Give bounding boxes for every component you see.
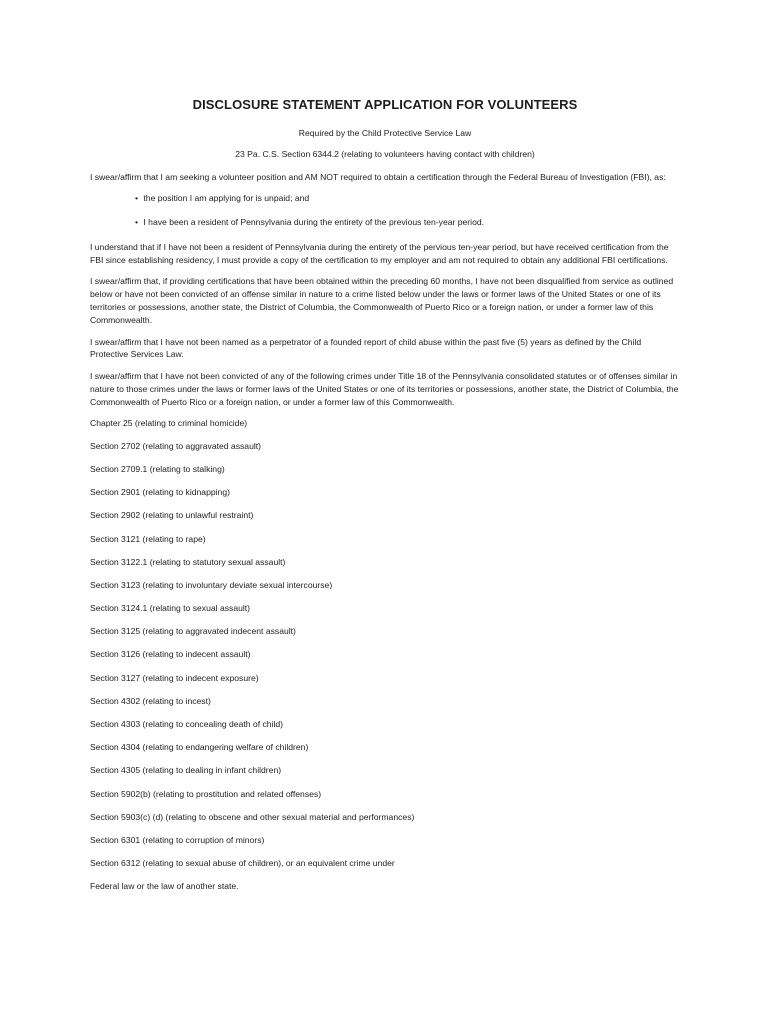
- certification-paragraph: I swear/affirm that, if providing certifications that have been obtained within the preceding 60 months, I have not been disqualified from service as outlined below or have not been convicted of an offense similar in nature to a crime listed below under the laws or former laws of the United States or one of its territories or possessions, another state, the District of Columbia, the Commonwealth of Puerto Rico or a foreign nation, or under a former law of this Commonwealth.: [90, 276, 674, 325]
- crime-item: Section 3127 (relating to indecent exposure): [90, 672, 259, 683]
- intro-paragraph: I swear/affirm that I am seeking a volunteer position and AM NOT required to obtain a certification through the Federal Bureau of Investigation (FBI), as:: [90, 172, 666, 182]
- statute-reference: 23 Pa. C.S. Section 6344.2 (relating to volunteers having contact with children): [235, 149, 535, 159]
- crime-item: Section 4304 (relating to endangering welfare of children): [90, 742, 309, 753]
- crime-item: Section 6312 (relating to sexual abuse of children), or an equivalent crime under: [90, 858, 395, 869]
- crime-item: Section 2709.1 (relating to stalking): [90, 463, 225, 474]
- crime-item: Section 5903(c) (d) (relating to obscene and other sexual material and performances): [90, 811, 415, 822]
- crime-item: Section 3122.1 (relating to statutory sexual assault): [90, 556, 286, 567]
- crime-item: Chapter 25 (relating to criminal homicide): [90, 417, 248, 428]
- bullet-icon: •: [135, 216, 139, 227]
- crime-item: Section 2702 (relating to aggravated assault): [90, 440, 262, 451]
- child-abuse-paragraph: I swear/affirm that I have not been named as a perpetrator of a founded report of child abuse within the past five (5) years as defined by the Child Protective Services Law.: [90, 336, 642, 360]
- crime-item: Section 3124.1 (relating to sexual assault): [90, 603, 251, 614]
- crime-item: Section 3126 (relating to indecent assault): [90, 649, 251, 660]
- crime-item: Section 3125 (relating to aggravated indecent assault): [90, 626, 296, 637]
- crime-item: Section 6301 (relating to corruption of minors): [90, 834, 265, 845]
- crime-item: Section 2901 (relating to kidnapping): [90, 487, 230, 498]
- residency-paragraph: I understand that if I have not been a resident of Pennsylvania during the entirety of the pervious ten-year period, but have received certification from the FBI since establishing residency, I must provide a copy of the certification to my employer and am not required to obtain any additional FBI certifications.: [90, 241, 669, 265]
- crime-item: Section 5902(b) (relating to prostitution and related offenses): [90, 788, 322, 799]
- bullet-text: the position I am applying for is unpaid; and: [143, 192, 310, 203]
- bullet-item: [135, 193, 680, 203]
- convictions-paragraph: I swear/affirm that I have not been convicted of any of the following crimes under Title 18 of the Pennsylvania consolidated statutes or of offenses similar in nature to those crimes under the laws or former laws of the United States or one of its territories or possessions, another state, the District of Columbia, the Commonwealth of Puerto Rico or a foreign nation, or under a former law of this Commonwealth.: [90, 371, 679, 407]
- crime-item: Section 2902 (relating to unlawful restraint): [90, 510, 254, 521]
- bullet-item: [135, 217, 680, 227]
- crime-item: Section 3121 (relating to rape): [90, 533, 206, 544]
- crime-item: Section 3123 (relating to involuntary deviate sexual intercourse): [90, 579, 333, 590]
- crime-item: Section 4305 (relating to dealing in infant children): [90, 765, 282, 776]
- document-title: DISCLOSURE STATEMENT APPLICATION FOR VOLUNTEERS: [192, 97, 578, 112]
- document-subtitle: Required by the Child Protective Service Law: [298, 128, 472, 138]
- crime-item: Section 4303 (relating to concealing death of child): [90, 719, 284, 729]
- crime-list: [90, 418, 680, 893]
- crime-item: Section 4302 (relating to incest): [90, 695, 211, 706]
- bullet-text: I have been a resident of Pennsylvania during the entirety of the previous ten-year period.: [143, 216, 485, 227]
- bullet-icon: •: [135, 192, 139, 203]
- document-body: [90, 97, 680, 905]
- crime-item: Federal law or the law of another state.: [90, 881, 239, 892]
